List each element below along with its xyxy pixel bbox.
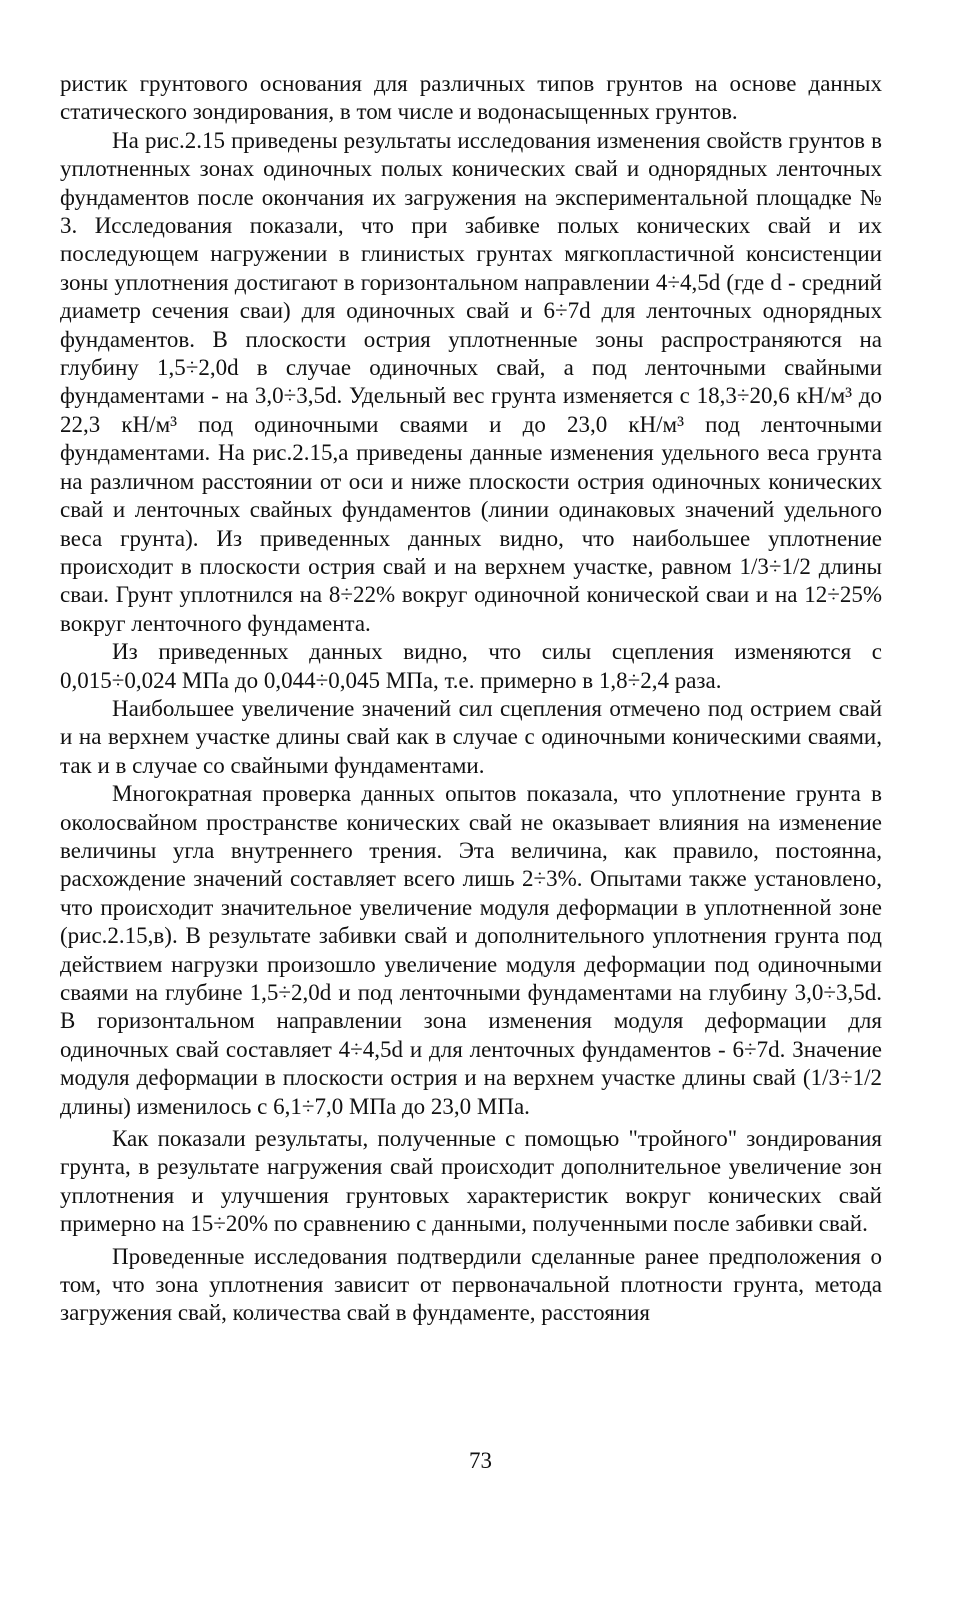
paragraph-cohesion-change: Из приведенных данных видно, что силы сцепления изменяются с 0,015÷0,024 МПа до 0,044÷0,045 МПа, т.е. примерно в 1,8÷2,4 раза. [60,639,882,693]
paragraph-continuation: ристик грунтового основания для различных типов грунтов на основе данных статического зондирования, в том числе и водонасыщенных грунтов. [60,71,882,125]
paragraph-cohesion-increase: Наибольшее увеличение значений сил сцепления отмечено под острием свай и на верхнем участке длины свай как в случае с одиночными коническими сваями, так и в случае со свайными фундаментами. [60,695,882,778]
page-body [60,70,882,1328]
paragraph-triple-sounding: Как показали результаты, полученные с помощью "тройного" зондирования грунта, в результате нагружения свай происходит дополнительное увеличение зон уплотнения и улучшения грунтовых характеристик вокруг конических свай примерно на 15÷20% по сравнению с данными, полученными после забивки свай. [60,1126,882,1237]
paragraph-fig-2-15-results: На рис.2.15 приведены результаты исследования изменения свойств грунтов в уплотненных зонах одиночных полых конических свай и однорядных ленточных фундаментов после окончания их загружения на экспериментальной площадке № 3. Исследования показали, что при забивке полых конических свай и их последующем нагружении в глинистых грунтах мягкопластичной консистенции зоны уплотнения достигают в горизонтальном направлении 4÷4,5d (где d - средний диаметр сечения сваи) для одиночных свай и 6÷7d для ленточных однорядных фундаментов. В плоскости острия уплотненные зоны распространяются на глубину 1,5÷2,0d в случае одиночных свай, а под ленточными свайными фундаментами - на 3,0÷3,5d. Удельный вес грунта изменяется с 18,3÷20,6 кН/м³ до 22,3 кН/м³ под одиночными сваями и до 23,0 кН/м³ под ленточными фундаментами. На рис.2.15,а приведены данные изменения удельного веса грунта на различном расстоянии от оси и ниже плоскости острия одиночных конических свай и ленточных свайных фундаментов (линии одинаковых значений удельного веса грунта). Из приведенных данных видно, что наибольшее уплотнение происходит в плоскости острия свай и на верхнем участке, равном 1/3÷1/2 длины сваи. Грунт уплотнился на 8÷22% вокруг одиночной конической сваи и на 12÷25% вокруг ленточного фундамента. [60,127,882,636]
paragraph-conclusions: Проведенные исследования подтвердили сделанные ранее предположения о том, что зона уплотнения зависит от первоначальной плотности грунта, метода загружения свай, количества свай в фундаменте, расстояния [60,1243,882,1326]
paragraph-deformation-modulus: Многократная проверка данных опытов показала, что уплотнение грунта в околосвайном пространстве конических свай не оказывает влияния на изменение величины угла внутреннего трения. Эта величина, как правило, постоянна, расхождение значений составляет всего лишь 2÷3%. Опытами также установлено, что происходит значительное увеличение модуля деформации в уплотненной зоне (рис.2.15,в). В результате забивки свай и дополнительного уплотнения грунта под действием нагрузки произошло увеличение модуля деформации под одиночными сваями на глубине 1,5÷2,0d и под ленточными фундаментами на глубину 3,0÷3,5d. В горизонтальном направлении зона изменения модуля деформации для одиночных свай составляет 4÷4,5d и для ленточных фундаментов - 6÷7d. Значение модуля деформации в плоскости острия и на верхнем участке длины свай (1/3÷1/2 длины) изменилось с 6,1÷7,0 МПа до 23,0 МПа. [60,781,882,1119]
page-number: 73 [469,1448,492,1473]
